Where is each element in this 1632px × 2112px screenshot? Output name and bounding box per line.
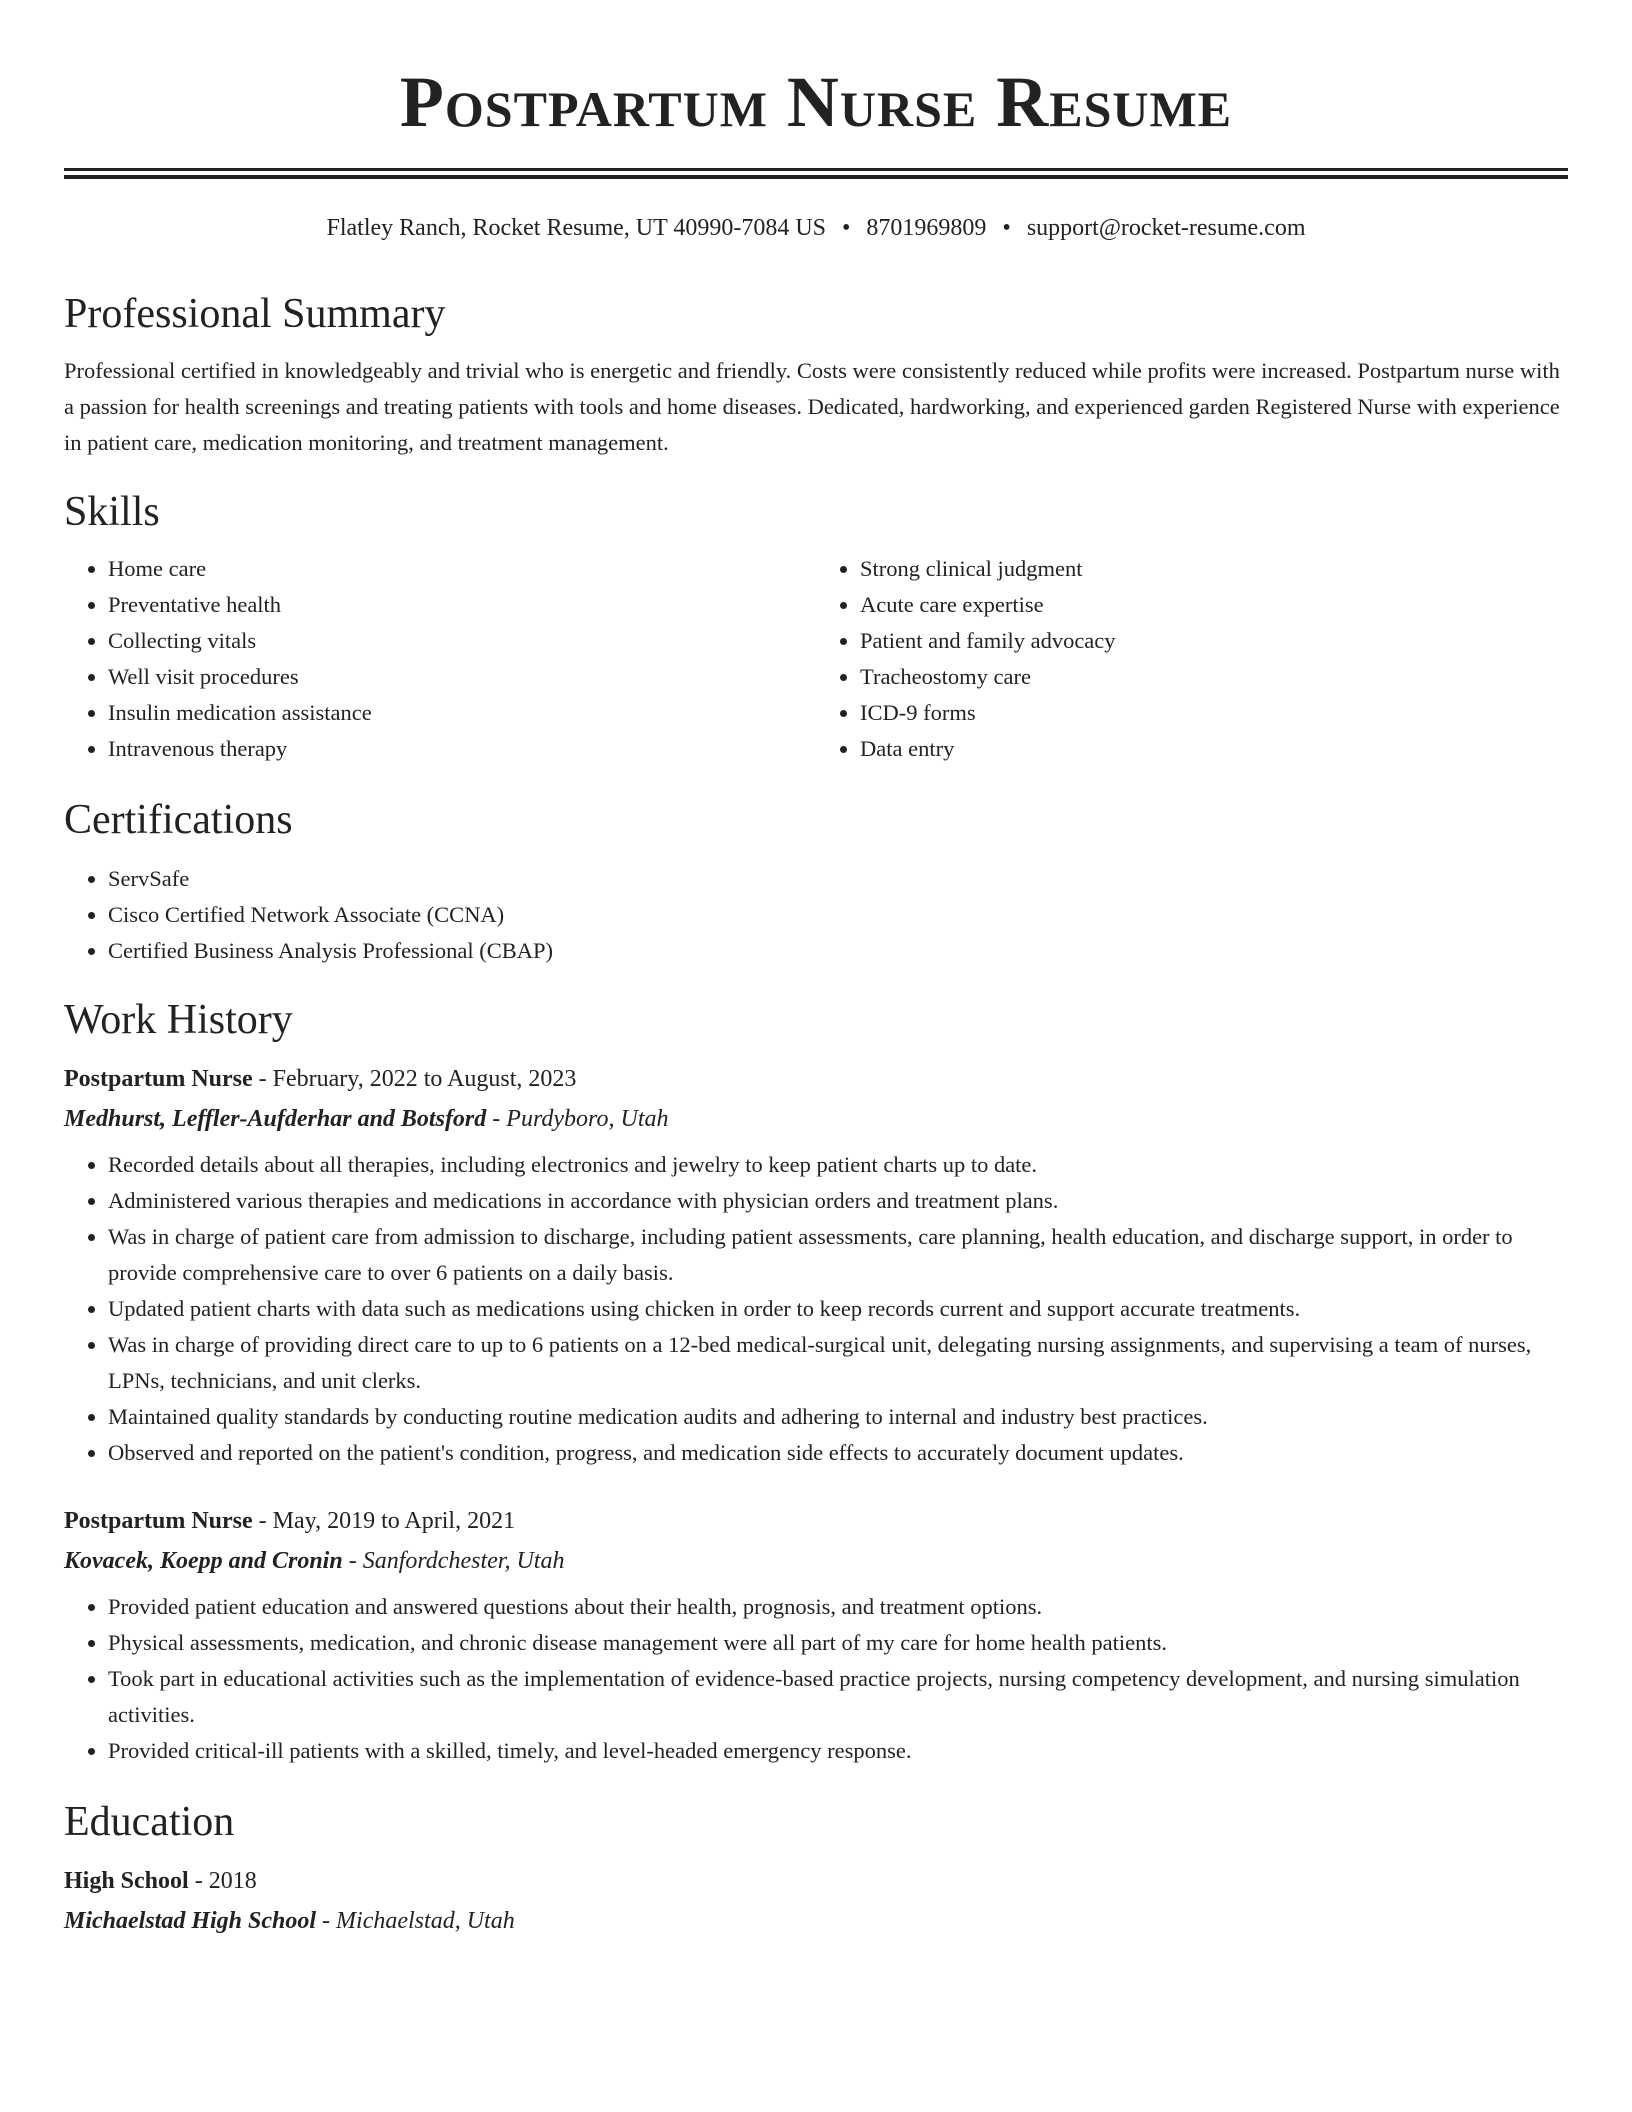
education-entry <box>64 1861 1568 1941</box>
dash: - <box>342 1548 363 1574</box>
education-heading: Education <box>64 1799 235 1845</box>
job-company: Medhurst, Leffler-Aufderhar and Botsford <box>64 1106 487 1132</box>
contact-address: Flatley Ranch, Rocket Resume, UT 40990-7084 US <box>326 215 826 241</box>
job-title: Postpartum Nurse <box>64 1066 253 1092</box>
skill-item: • ICD-9 forms <box>860 695 1568 731</box>
job-title-line <box>64 1501 1568 1541</box>
contact-separator: • <box>1002 215 1011 241</box>
certification-item: • Certified Business Analysis Professional (CBAP) <box>108 933 1568 969</box>
job-duty: • Provided critical-ill patients with a skilled, timely, and level-headed emergency response. <box>108 1733 1568 1769</box>
education-degree-line <box>64 1861 1568 1901</box>
skill-item: • Patient and family advocacy <box>860 623 1568 659</box>
job-duty: • Recorded details about all therapies, including electronics and jewelry to keep patient charts up to date. <box>108 1147 1568 1183</box>
dash: - <box>188 1868 209 1894</box>
job-title: Postpartum Nurse <box>64 1508 253 1534</box>
education-school: Michaelstad High School <box>64 1908 317 1934</box>
contact-email: support@rocket-resume.com <box>1026 215 1306 241</box>
skill-item: • Tracheostomy care <box>860 659 1568 695</box>
certification-item: • Cisco Certified Network Associate (CCNA) <box>108 897 1568 933</box>
skills-columns <box>64 551 1568 767</box>
skill-item: • Acute care expertise <box>860 587 1568 623</box>
job-company-line <box>64 1541 1568 1581</box>
dash: - <box>316 1908 337 1934</box>
job-dates: February, 2022 to August, 2023 <box>272 1066 577 1092</box>
certifications-section <box>64 795 1568 969</box>
education-degree: High School <box>64 1868 189 1894</box>
summary-text: Professional certified in knowledgeably and trivial who is energetic and friendly. Costs were consistently reduced while profits were increased. Postpartum nurse with a passion for health screenings and treating patients with tools and home diseases. Dedicated, hardworking, and experienced garden Registered Nurse with experience in patient care, medication monitoring, and treatment management. <box>64 358 1560 455</box>
certification-item: • ServSafe <box>108 861 1568 897</box>
skill-item: • Intravenous therapy <box>108 731 816 767</box>
skills-right-list <box>816 551 1568 767</box>
summary-heading: Professional Summary <box>64 291 446 337</box>
job-title-line <box>64 1059 1568 1099</box>
contact-separator: • <box>842 215 851 241</box>
skill-item: • Home care <box>108 551 816 587</box>
job-duty: • Was in charge of patient care from admission to discharge, including patient assessments, care planning, health education, and discharge support, in order to provide comprehensive care to over 6 patients on a daily basis. <box>108 1219 1568 1291</box>
job-entry <box>64 1059 1568 1471</box>
work-history-heading: Work History <box>64 997 293 1043</box>
job-duty: • Administered various therapies and medications in accordance with physician orders and treatment plans. <box>108 1183 1568 1219</box>
dash: - <box>486 1106 507 1132</box>
job-duty: • Observed and reported on the patient's condition, progress, and medication side effects to accurately document updates. <box>108 1435 1568 1471</box>
certifications-heading: Certifications <box>64 797 293 843</box>
job-company-line <box>64 1099 1568 1139</box>
education-school-line <box>64 1901 1568 1941</box>
job-duty: • Physical assessments, medication, and chronic disease management were all part of my care for home health patients. <box>108 1625 1568 1661</box>
skills-section <box>64 487 1568 767</box>
job-duty: • Maintained quality standards by conducting routine medication audits and adhering to internal and industry best practices. <box>108 1399 1568 1435</box>
summary-section <box>64 289 1568 461</box>
job-entry <box>64 1501 1568 1769</box>
contact-phone: 8701969809 <box>866 215 987 241</box>
skill-item: • Preventative health <box>108 587 816 623</box>
certifications-list <box>64 861 1568 969</box>
dash: - <box>252 1066 273 1092</box>
job-duties-list <box>64 1147 1568 1471</box>
education-section <box>64 1797 1568 1941</box>
title-divider <box>64 168 1568 179</box>
skill-item: • Insulin medication assistance <box>108 695 816 731</box>
skill-item: • Data entry <box>860 731 1568 767</box>
job-duty: • Was in charge of providing direct care to up to 6 patients on a 12-bed medical-surgical unit, delegating nursing assignments, and supervising a team of nurses, LPNs, technicians, and unit clerks. <box>108 1327 1568 1399</box>
contact-line <box>64 213 1568 243</box>
work-history-section <box>64 995 1568 1769</box>
skill-item: • Collecting vitals <box>108 623 816 659</box>
job-duty: • Provided patient education and answered questions about their health, prognosis, and treatment options. <box>108 1589 1568 1625</box>
job-duty: • Took part in educational activities such as the implementation of evidence-based practice projects, nursing competency development, and nursing simulation activities. <box>108 1661 1568 1733</box>
resume-title: Postpartum Nurse Resume <box>399 62 1233 142</box>
skills-left-list <box>64 551 816 767</box>
job-company: Kovacek, Koepp and Cronin <box>64 1548 343 1574</box>
skill-item: • Strong clinical judgment <box>860 551 1568 587</box>
job-location: Purdyboro, Utah <box>506 1106 669 1132</box>
job-dates: May, 2019 to April, 2021 <box>272 1508 516 1534</box>
education-location: Michaelstad, Utah <box>336 1908 515 1934</box>
skills-heading: Skills <box>64 489 160 535</box>
education-year: 2018 <box>208 1868 257 1894</box>
skill-item: • Well visit procedures <box>108 659 816 695</box>
job-duty: • Updated patient charts with data such as medications using chicken in order to keep records current and support accurate treatments. <box>108 1291 1568 1327</box>
dash: - <box>252 1508 273 1534</box>
job-location: Sanfordchester, Utah <box>362 1548 565 1574</box>
job-duties-list <box>64 1589 1568 1769</box>
